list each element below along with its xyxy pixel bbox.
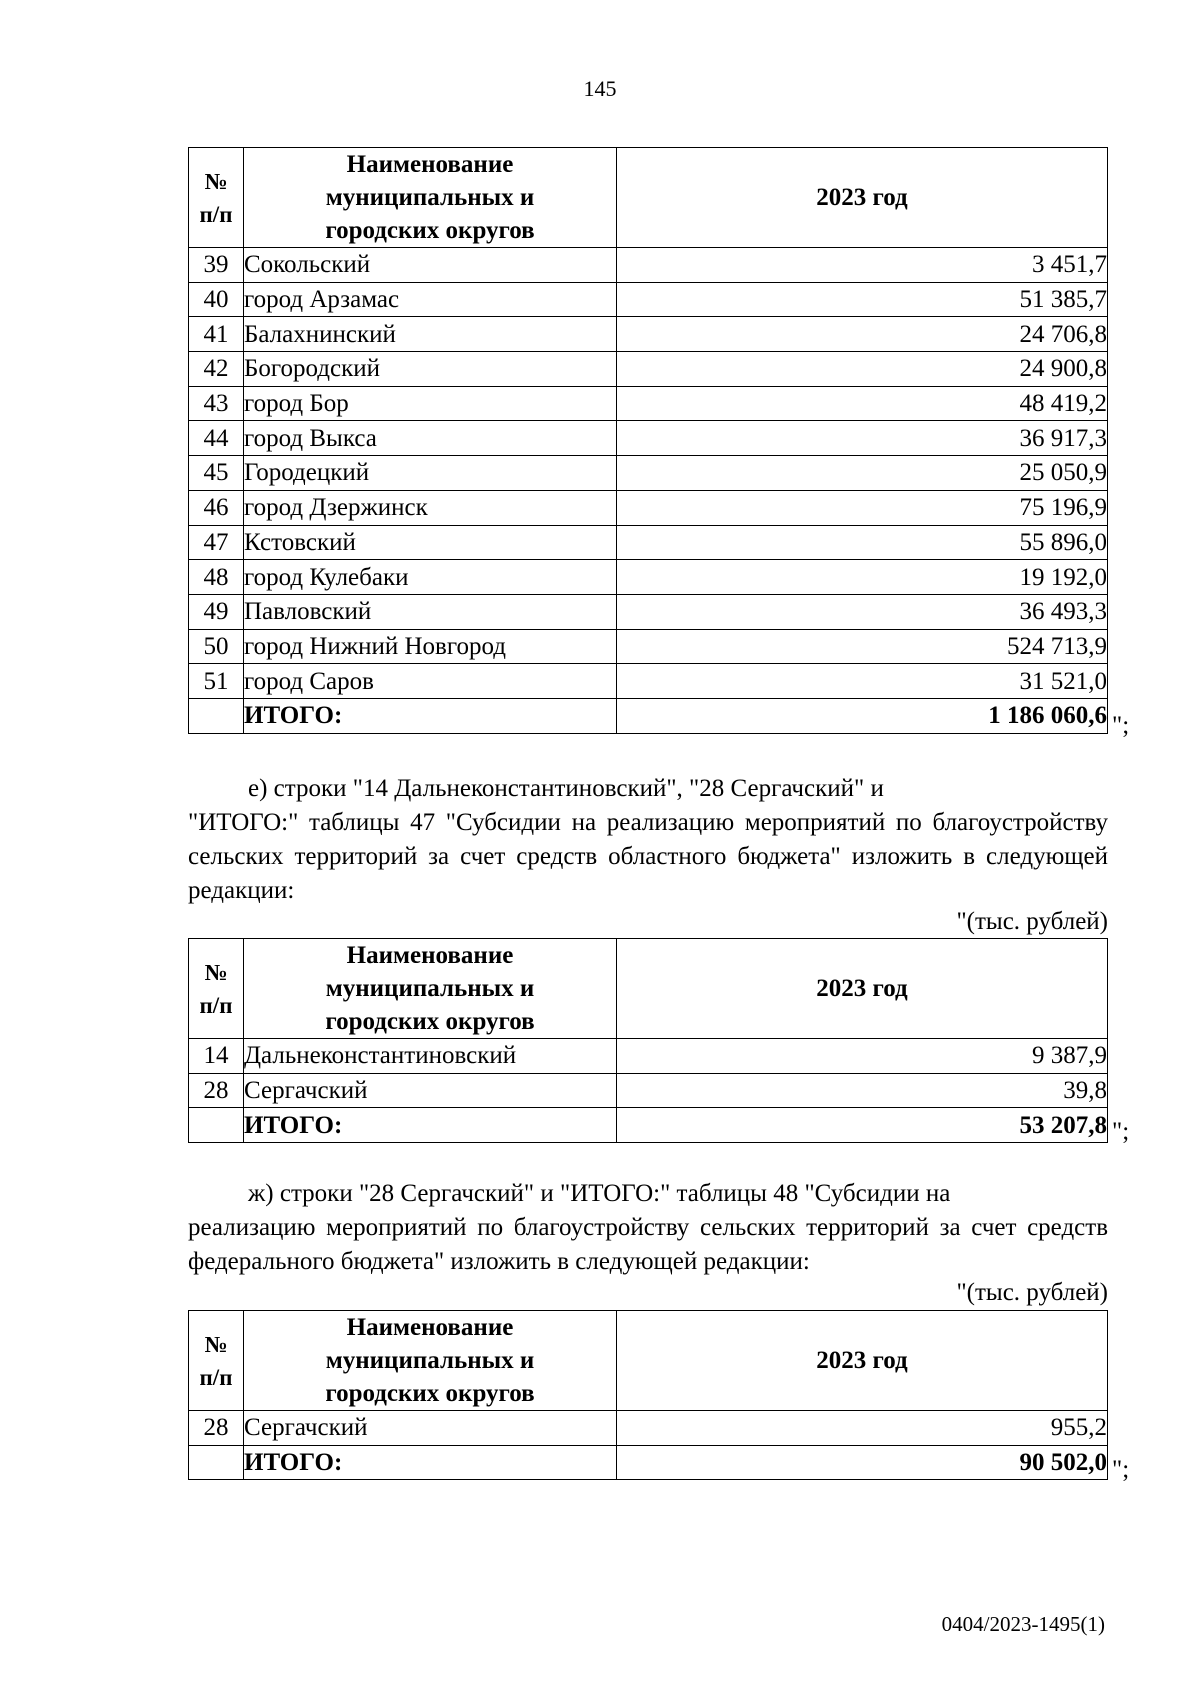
table-row: 39 Сокольский 3 451,7 (189, 248, 1108, 283)
header-name: Наименование муниципальных и городских округов (244, 1311, 617, 1411)
table-row: 42 Богородский 24 900,8 (189, 352, 1108, 387)
header-num: № п/п (189, 939, 244, 1039)
table-2 (188, 938, 1108, 1143)
table-row: 49 Павловский 36 493,3 (189, 594, 1108, 629)
table-header (189, 1311, 1108, 1411)
header-year: 2023 год (617, 939, 1108, 1039)
table-row: 46 город Дзержинск 75 196,9 (189, 490, 1108, 525)
header-name: Наименование муниципальных и городских округов (244, 939, 617, 1039)
table-1 (188, 147, 1108, 734)
page-number: 145 (583, 76, 617, 101)
closing-quote: "; (1112, 1118, 1130, 1145)
header-num: № п/п (189, 1311, 244, 1411)
total-row: ИТОГО: 90 502,0 (189, 1445, 1108, 1480)
table-3 (188, 1310, 1108, 1480)
table-row: 40 город Арзамас 51 385,7 (189, 282, 1108, 317)
table-row: 50 город Нижний Новгород 524 713,9 (189, 629, 1108, 664)
header-name: Наименование муниципальных и городских округов (244, 148, 617, 248)
table-row: 41 Балахнинский 24 706,8 (189, 317, 1108, 352)
unit-label: "(тыс. рублей) (956, 1279, 1108, 1306)
paragraph-e: е) строки "14 Дальнеконстантиновский", "28 Сергачский" и "ИТОГО:" таблицы 47 "Субсидии на реализацию мероприятий по благоустройству сельских территорий за счет средств областного бюджета" изложить в следующей редакции: (188, 775, 1108, 904)
header-year: 2023 год (617, 148, 1108, 248)
document-code: 0404/2023-1495(1) (941, 1612, 1105, 1636)
table-row: 28 Сергачский 39,8 (189, 1073, 1108, 1108)
paragraph-zh: ж) строки "28 Сергачский" и "ИТОГО:" таблицы 48 "Субсидии на реализацию мероприятий по благоустройству сельских территорий за счет средств федерального бюджета" изложить в следующей редакции: (188, 1180, 1108, 1275)
table-row: 47 Кстовский 55 896,0 (189, 525, 1108, 560)
closing-quote: "; (1112, 712, 1130, 739)
header-num: № п/п (189, 148, 244, 248)
header-year: 2023 год (617, 1311, 1108, 1411)
table-row: 43 город Бор 48 419,2 (189, 386, 1108, 421)
total-row: ИТОГО: 53 207,8 (189, 1108, 1108, 1143)
table-row: 51 город Саров 31 521,0 (189, 664, 1108, 699)
table-row: 48 город Кулебаки 19 192,0 (189, 560, 1108, 595)
table-row: 44 город Выкса 36 917,3 (189, 421, 1108, 456)
unit-label: "(тыс. рублей) (956, 908, 1108, 935)
table-header (189, 148, 1108, 248)
table-row: 28 Сергачский 955,2 (189, 1411, 1108, 1446)
table-row: 14 Дальнеконстантиновский 9 387,9 (189, 1039, 1108, 1074)
total-row: ИТОГО: 1 186 060,6 (189, 698, 1108, 733)
table-header (189, 939, 1108, 1039)
table-row: 45 Городецкий 25 050,9 (189, 456, 1108, 491)
closing-quote: "; (1112, 1456, 1130, 1483)
